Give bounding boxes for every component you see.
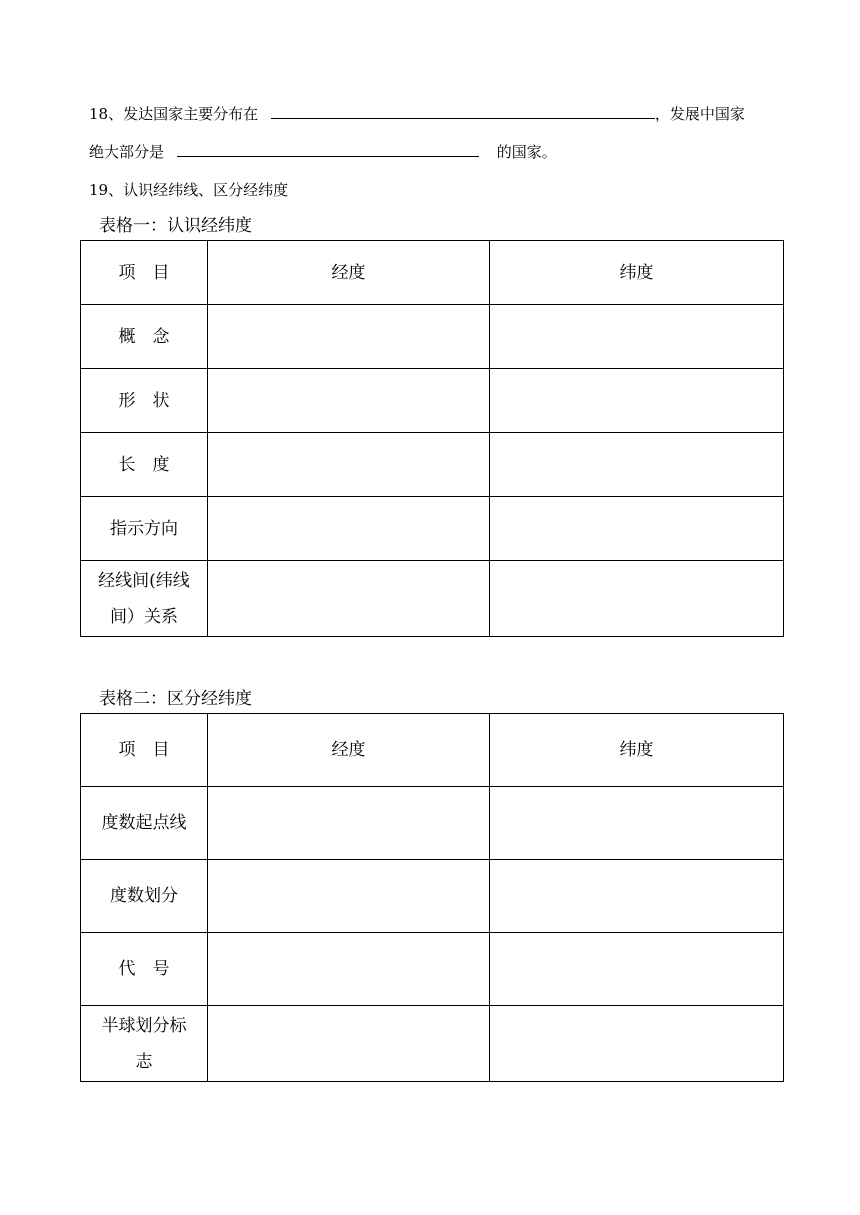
latitude-cell[interactable] (490, 497, 784, 561)
latitude-cell[interactable] (490, 933, 784, 1006)
row-label-text: 经线间(纬线间）关系 (98, 570, 190, 627)
question-18-line-1 (89, 104, 745, 124)
longitude-cell[interactable] (208, 933, 490, 1006)
row-label: 度数划分 (81, 860, 208, 933)
table-1 (80, 240, 784, 637)
answer-blank-1[interactable] (271, 104, 655, 119)
answer-blank-2[interactable] (177, 142, 479, 157)
table-2-header-row (81, 714, 784, 787)
row-label: 长 度 (81, 433, 208, 497)
longitude-cell[interactable] (208, 561, 490, 637)
table-row (81, 433, 784, 497)
table-2-header-longitude: 经度 (208, 714, 490, 787)
question-18-text-a: 18、发达国家主要分布在 (89, 105, 259, 123)
longitude-cell[interactable] (208, 433, 490, 497)
row-label (81, 561, 208, 637)
table-row (81, 497, 784, 561)
table-row (81, 1006, 784, 1082)
longitude-cell[interactable] (208, 860, 490, 933)
question-18-text-d: 的国家。 (496, 143, 557, 161)
row-label: 形 状 (81, 369, 208, 433)
longitude-cell[interactable] (208, 497, 490, 561)
table-2-header-item: 项 目 (81, 714, 208, 787)
row-label: 指示方向 (81, 497, 208, 561)
longitude-cell[interactable] (208, 787, 490, 860)
table-1-caption: 表格一：认识经纬度 (99, 216, 252, 236)
table-row (81, 787, 784, 860)
longitude-cell[interactable] (208, 1006, 490, 1082)
longitude-cell[interactable] (208, 305, 490, 369)
latitude-cell[interactable] (490, 1006, 784, 1082)
question-18-line-2 (89, 142, 557, 162)
table-row (81, 305, 784, 369)
table-1-header-longitude: 经度 (208, 241, 490, 305)
table-1-header-item: 项 目 (81, 241, 208, 305)
table-row (81, 561, 784, 637)
table-row (81, 860, 784, 933)
table-row (81, 369, 784, 433)
latitude-cell[interactable] (490, 860, 784, 933)
row-label: 度数起点线 (81, 787, 208, 860)
table-1-header-latitude: 纬度 (490, 241, 784, 305)
table-1-header-row (81, 241, 784, 305)
table-row (81, 933, 784, 1006)
question-18-text-b: ，发展中国家 (654, 105, 745, 123)
table-2-header-latitude: 纬度 (490, 714, 784, 787)
row-label-text: 半球划分标志 (101, 1015, 187, 1072)
question-18-text-c: 绝大部分是 (89, 143, 165, 161)
latitude-cell[interactable] (490, 305, 784, 369)
row-label: 概 念 (81, 305, 208, 369)
latitude-cell[interactable] (490, 369, 784, 433)
question-19: 19、认识经纬线、区分经纬度 (89, 181, 289, 199)
row-label: 代 号 (81, 933, 208, 1006)
row-label (81, 1006, 208, 1082)
latitude-cell[interactable] (490, 787, 784, 860)
latitude-cell[interactable] (490, 561, 784, 637)
table-2 (80, 713, 784, 1082)
longitude-cell[interactable] (208, 369, 490, 433)
latitude-cell[interactable] (490, 433, 784, 497)
table-2-caption: 表格二：区分经纬度 (99, 689, 252, 709)
